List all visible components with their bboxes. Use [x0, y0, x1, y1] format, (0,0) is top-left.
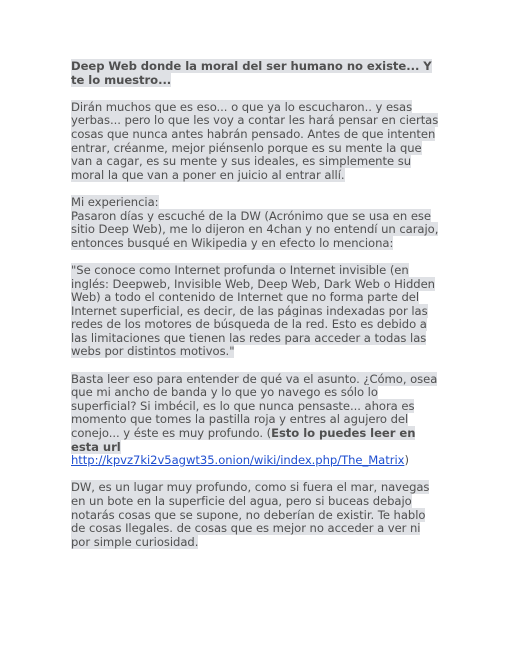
intro-paragraph	[71, 101, 443, 183]
closing-text: DW, es un lugar muy profundo, como si fuera el mar, navegas en un bote en la superficie del agua, pero si buceas debajo notarás cosas que se supone, no deberían de existir. Te hablo de cosas Ilegales. de cosas que es mejor no acceder a ver ni por simple curiosidad.	[71, 480, 430, 549]
matrix-link[interactable]: http://kpvz7ki2v5agwt35.onion/wiki/index.php/The_Matrix	[71, 453, 405, 468]
intro-text: Dirán muchos que es eso... o que ya lo escucharon.. y esas yerbas... pero lo que les voy a contar les hará pensar en ciertas cosas que nunca antes habrán pensado. Antes de que intenten entrar, créanme, mejor piénsenlo porque es su mente la que van a cagar, es su mente y sus ideales, es simplemente su moral la que van a poner en juicio al entrar allí.	[71, 99, 439, 182]
title-paragraph	[71, 60, 443, 87]
followup-close: )	[404, 453, 409, 468]
closing-paragraph	[71, 481, 443, 549]
followup-text: Basta leer eso para entender de qué va el asunto. ¿Cómo, osea que mi ancho de banda y lo que yo navego es sólo lo superficial? Si imbécil, es lo que nunca pensaste... ahora es momento que tomes la pastilla roja y entres al agujero del conejo... y éste es muy profundo. (	[71, 371, 438, 441]
quote-paragraph	[71, 264, 443, 359]
document-body	[71, 60, 443, 563]
followup-bold-text: Esto lo puedes leer en esta url	[71, 426, 416, 454]
wikipedia-quote: "Se conoce como Internet profunda o Internet invisible (en inglés: Deepweb, Invisible Web, Deep Web, Dark Web o Hidden Web) a todo el contenido de Internet que no forma parte del Internet superficial, es decir, de las páginas indexadas por las redes de los motores de búsqueda de la red. Esto es debido a las limitaciones que tienen las redes para acceder a todas las webs por distintos motivos."	[71, 262, 435, 359]
experience-heading: Mi experiencia:	[71, 194, 159, 209]
followup-paragraph	[71, 373, 443, 468]
experience-paragraph	[71, 196, 443, 250]
experience-text: Pasaron días y escuché de la DW (Acrónimo que se usa en ese sitio Deep Web), me lo dijeron en 4chan y no entendí un carajo, entonces busqué en Wikipedia y en efecto lo menciona:	[71, 208, 439, 250]
document-title: Deep Web donde la moral del ser humano no existe... Y te lo muestro...	[71, 59, 432, 87]
